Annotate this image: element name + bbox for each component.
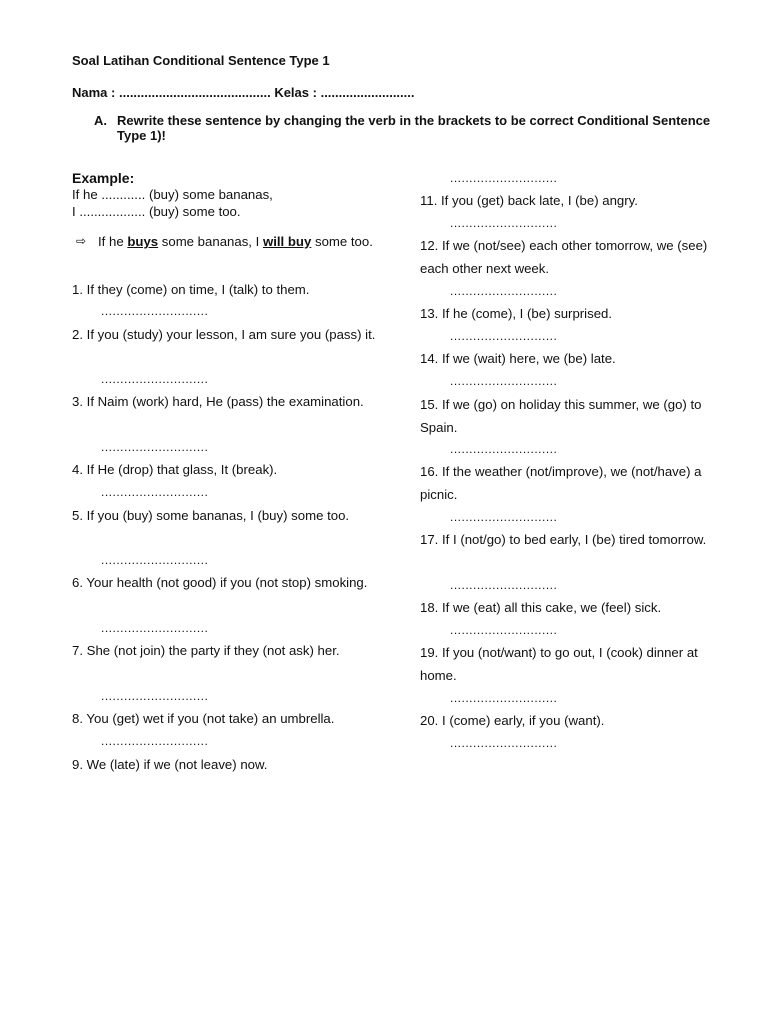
nama-label: Nama : xyxy=(72,85,116,100)
answer-blank: ............................ xyxy=(450,442,558,456)
example-answer xyxy=(76,233,396,250)
question-4: 4. If He (drop) that glass, It (break). xyxy=(72,462,278,477)
nama-field: .......................................... xyxy=(118,85,271,100)
answer-blank: ............................ xyxy=(450,216,558,230)
question-9: 9. We (late) if we (not leave) now. xyxy=(72,757,268,772)
answer-blank: ............................ xyxy=(450,374,558,388)
question-19: 19. If you (not/want) to go out, I (cook) dinner at home. xyxy=(420,645,698,683)
answer-blank: ............................ xyxy=(101,304,209,318)
name-class-row xyxy=(72,85,415,100)
answer-blank: ............................ xyxy=(101,440,209,454)
answer-blank: ............................ xyxy=(101,621,209,635)
answer-blank: ............................ xyxy=(450,578,558,592)
answer-blank: ............................ xyxy=(101,485,209,499)
question-2: 2. If you (study) your lesson, I am sure you (pass) it. xyxy=(72,327,376,342)
example-line-1: If he ............ (buy) some bananas, xyxy=(72,187,273,202)
answer-blank: ............................ xyxy=(450,329,558,343)
example-answer-text: If he buys some bananas, I will buy some too. xyxy=(98,234,373,249)
question-6: 6. Your health (not good) if you (not stop) smoking. xyxy=(72,575,368,590)
question-16: 16. If the weather (not/improve), we (not/have) a picnic. xyxy=(420,464,702,502)
kelas-label: Kelas : xyxy=(274,85,317,100)
question-1: 1. If they (come) on time, I (talk) to them. xyxy=(72,282,310,297)
answer-blank: ............................ xyxy=(101,689,209,703)
question-14: 14. If we (wait) here, we (be) late. xyxy=(420,351,616,366)
question-12: 12. If we (not/see) each other tomorrow, we (see) each other next week. xyxy=(420,238,708,276)
instruction-letter: A. xyxy=(94,113,107,128)
question-7: 7. She (not join) the party if they (not ask) her. xyxy=(72,643,340,658)
page-title: Soal Latihan Conditional Sentence Type 1 xyxy=(72,53,330,68)
example-line-2: I .................. (buy) some too. xyxy=(72,204,241,219)
kelas-field: .......................... xyxy=(320,85,415,100)
arrow-icon: ⇨ xyxy=(76,234,87,248)
example-label: Example: xyxy=(72,170,135,186)
answer-buys: buys xyxy=(127,234,159,249)
question-17: 17. If I (not/go) to bed early, I (be) tired tomorrow. xyxy=(420,532,707,547)
answer-blank: ............................ xyxy=(450,623,558,637)
question-3: 3. If Naim (work) hard, He (pass) the examination. xyxy=(72,394,364,409)
answer-blank: ............................ xyxy=(101,734,209,748)
question-18: 18. If we (eat) all this cake, we (feel) sick. xyxy=(420,600,662,615)
answer-blank: ............................ xyxy=(450,736,558,750)
answer-blank: ............................ xyxy=(101,372,209,386)
question-13: 13. If he (come), I (be) surprised. xyxy=(420,306,613,321)
instruction-text: Rewrite these sentence by changing the verb in the brackets to be correct Conditional Sentence Type 1)! xyxy=(117,113,711,143)
answer-blank: ............................ xyxy=(450,510,558,524)
answer-blank: ............................ xyxy=(450,171,558,185)
question-11: 11. If you (get) back late, I (be) angry. xyxy=(420,193,638,208)
answer-blank: ............................ xyxy=(101,553,209,567)
instruction xyxy=(94,113,734,143)
question-15: 15. If we (go) on holiday this summer, we (go) to Spain. xyxy=(420,397,702,435)
answer-blank: ............................ xyxy=(450,691,558,705)
question-20: 20. I (come) early, if you (want). xyxy=(420,713,605,728)
answer-will-buy: will buy xyxy=(262,234,312,249)
answer-blank: ............................ xyxy=(450,284,558,298)
question-8: 8. You (get) wet if you (not take) an umbrella. xyxy=(72,711,335,726)
question-5: 5. If you (buy) some bananas, I (buy) some too. xyxy=(72,508,350,523)
